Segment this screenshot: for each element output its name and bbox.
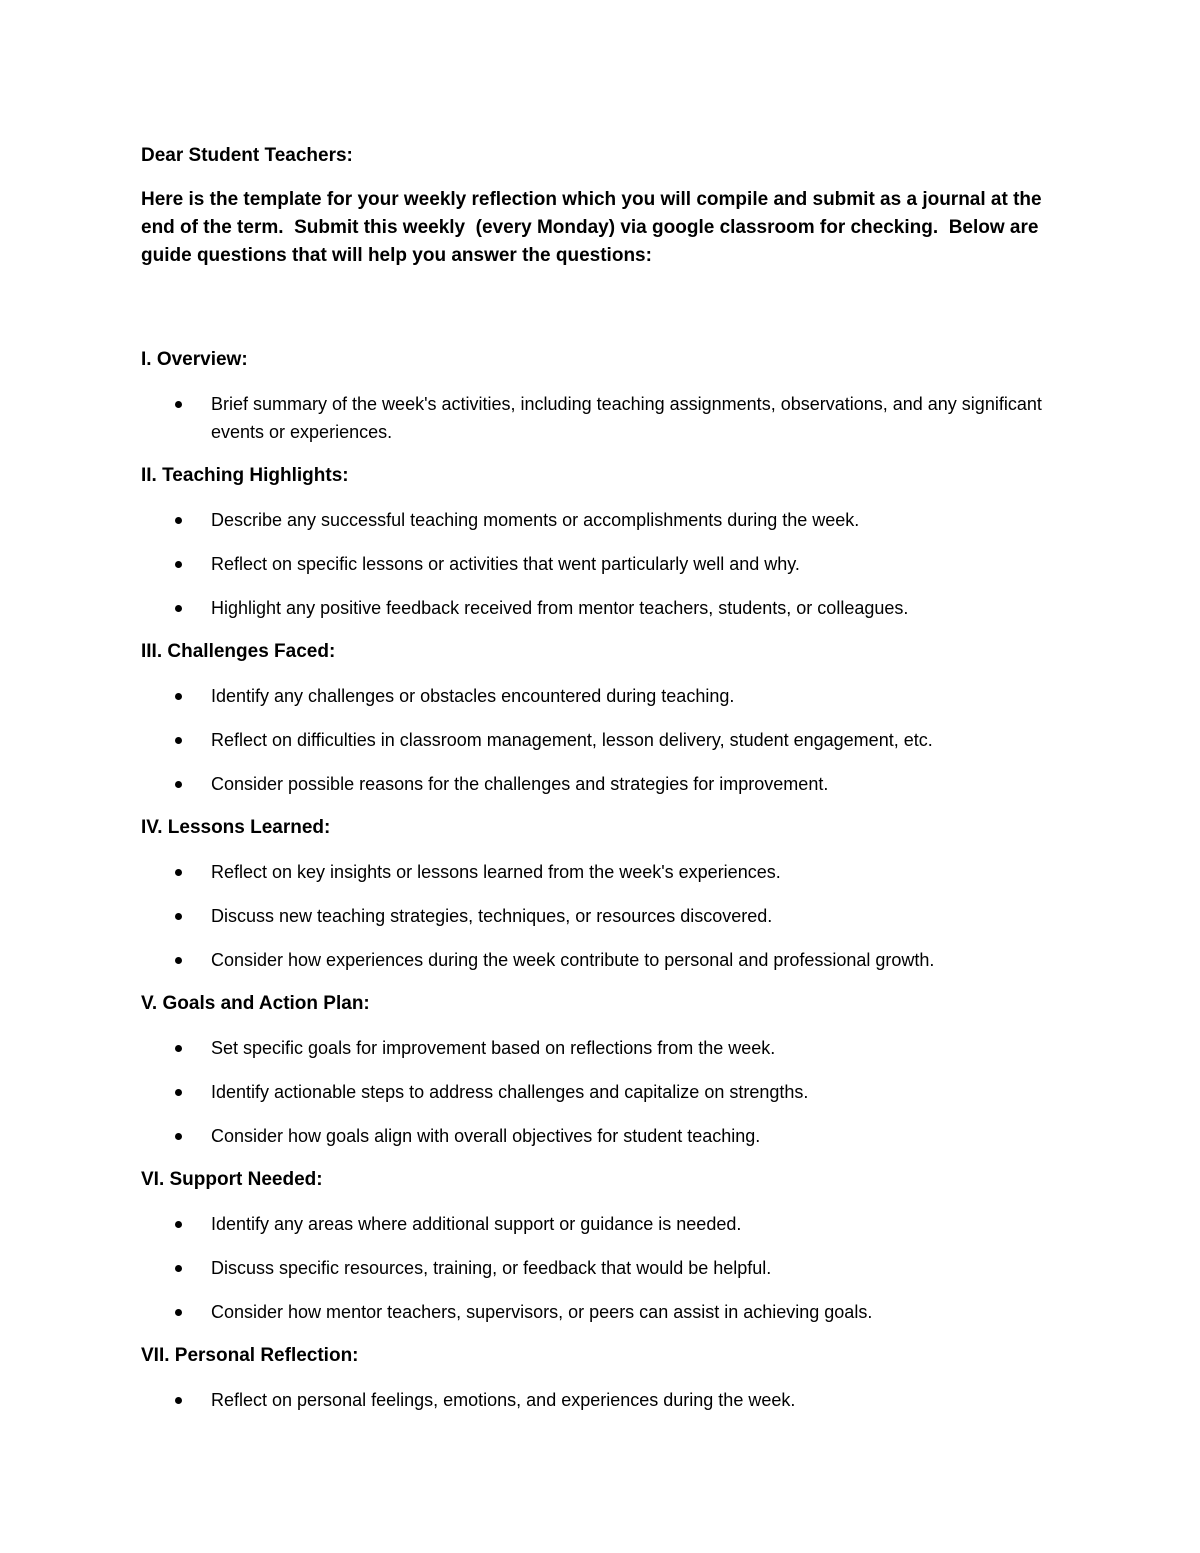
salutation: Dear Student Teachers: <box>141 145 353 166</box>
bullet-icon <box>175 1133 182 1140</box>
section-heading: II. Teaching Highlights: <box>141 465 349 486</box>
section <box>141 462 1066 622</box>
bullet-icon <box>175 1309 182 1316</box>
bullet-text: Consider how mentor teachers, supervisors, or peers can assist in achieving goals. <box>211 1302 873 1322</box>
list-item <box>141 1122 1066 1150</box>
bullet-icon <box>175 781 182 788</box>
bullet-icon <box>175 693 182 700</box>
bullet-icon <box>175 401 182 408</box>
sections-container <box>141 346 1066 1414</box>
bullet-text: Discuss new teaching strategies, techniques, or resources discovered. <box>211 906 773 926</box>
list-item <box>141 1034 1066 1062</box>
bullet-icon <box>175 605 182 612</box>
section-heading: VI. Support Needed: <box>141 1169 323 1190</box>
section-heading: III. Challenges Faced: <box>141 641 336 662</box>
bullet-icon <box>175 1265 182 1272</box>
bullet-icon <box>175 869 182 876</box>
bullet-list <box>141 682 1066 798</box>
bullet-list <box>141 506 1066 622</box>
bullet-text: Consider how goals align with overall objectives for student teaching. <box>211 1126 761 1146</box>
bullet-text: Consider possible reasons for the challenges and strategies for improvement. <box>211 774 829 794</box>
section <box>141 1342 1066 1414</box>
bullet-text: Identify actionable steps to address challenges and capitalize on strengths. <box>211 1082 809 1102</box>
bullet-icon <box>175 561 182 568</box>
bullet-text: Identify any areas where additional support or guidance is needed. <box>211 1214 742 1234</box>
list-item <box>141 550 1066 578</box>
bullet-list <box>141 390 1066 446</box>
bullet-list <box>141 1386 1066 1414</box>
list-item <box>141 682 1066 710</box>
bullet-text: Brief summary of the week's activities, including teaching assignments, observations, and any significant events or experiences. <box>211 394 1042 442</box>
intro-paragraph: Here is the template for your weekly reflection which you will compile and submit as a journal at the end of the term. Submit this weekly (every Monday) via google classroom for checking. Below are guide questions that will help you answer the questions: <box>141 189 1047 266</box>
section <box>141 1166 1066 1326</box>
section <box>141 990 1066 1150</box>
bullet-text: Reflect on difficulties in classroom management, lesson delivery, student engagement, etc. <box>211 730 933 750</box>
bullet-text: Consider how experiences during the week contribute to personal and professional growth. <box>211 950 935 970</box>
bullet-icon <box>175 1221 182 1228</box>
section-heading: IV. Lessons Learned: <box>141 817 331 838</box>
bullet-list <box>141 858 1066 974</box>
section-heading: I. Overview: <box>141 349 248 370</box>
list-item <box>141 1078 1066 1106</box>
section-heading: VII. Personal Reflection: <box>141 1345 359 1366</box>
bullet-icon <box>175 517 182 524</box>
list-item <box>141 726 1066 754</box>
list-item <box>141 902 1066 930</box>
bullet-icon <box>175 957 182 964</box>
bullet-text: Describe any successful teaching moments or accomplishments during the week. <box>211 510 860 530</box>
bullet-text: Identify any challenges or obstacles encountered during teaching. <box>211 686 735 706</box>
bullet-icon <box>175 1045 182 1052</box>
bullet-icon <box>175 1397 182 1404</box>
list-item <box>141 1386 1066 1414</box>
bullet-icon <box>175 737 182 744</box>
list-item <box>141 1298 1066 1326</box>
bullet-text: Reflect on specific lessons or activities that went particularly well and why. <box>211 554 800 574</box>
bullet-text: Highlight any positive feedback received from mentor teachers, students, or colleagues. <box>211 598 909 618</box>
list-item <box>141 1210 1066 1238</box>
bullet-icon <box>175 1089 182 1096</box>
bullet-list <box>141 1034 1066 1150</box>
section <box>141 346 1066 446</box>
bullet-icon <box>175 913 182 920</box>
document-body <box>141 142 1066 1430</box>
bullet-list <box>141 1210 1066 1326</box>
list-item <box>141 594 1066 622</box>
section <box>141 814 1066 974</box>
list-item <box>141 770 1066 798</box>
list-item <box>141 858 1066 886</box>
list-item <box>141 1254 1066 1282</box>
list-item <box>141 946 1066 974</box>
section-heading: V. Goals and Action Plan: <box>141 993 370 1014</box>
bullet-text: Discuss specific resources, training, or feedback that would be helpful. <box>211 1258 772 1278</box>
section <box>141 638 1066 798</box>
bullet-text: Reflect on personal feelings, emotions, and experiences during the week. <box>211 1390 796 1410</box>
bullet-text: Reflect on key insights or lessons learned from the week's experiences. <box>211 862 781 882</box>
list-item <box>141 506 1066 534</box>
bullet-text: Set specific goals for improvement based on reflections from the week. <box>211 1038 776 1058</box>
list-item <box>141 390 1066 446</box>
